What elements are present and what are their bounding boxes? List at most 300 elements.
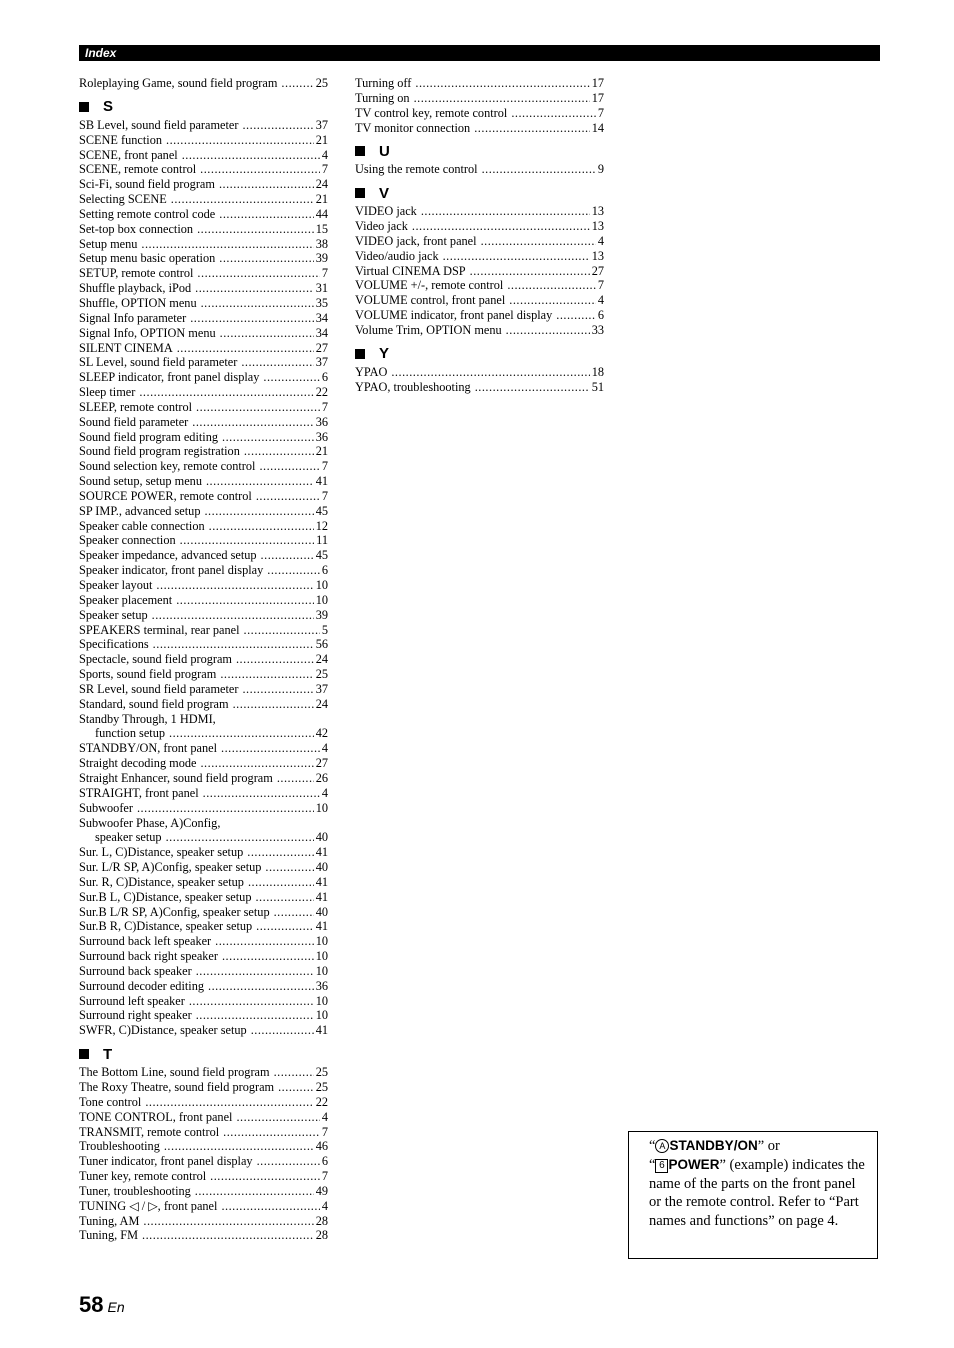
index-term: TV control key, remote control — [355, 105, 508, 120]
index-page-number: 5 — [321, 622, 328, 637]
dot-leader — [201, 296, 314, 311]
index-entry — [79, 801, 328, 816]
dot-leader — [215, 934, 314, 949]
index-page-number: 38 — [315, 236, 328, 251]
dot-leader — [222, 430, 314, 445]
index-term: Subwoofer — [79, 800, 133, 815]
section-letter: S — [103, 98, 114, 116]
index-page-number: 6 — [321, 563, 328, 578]
dot-leader — [221, 741, 320, 756]
index-term: TUNING ◁ / ▷, front panel — [79, 1198, 218, 1213]
index-page-number: 13 — [591, 219, 604, 234]
index-page-number: 7 — [321, 1124, 328, 1139]
index-entry — [79, 652, 328, 667]
index-term: The Bottom Line, sound field program — [79, 1065, 270, 1080]
index-page-number: 34 — [315, 310, 328, 325]
dot-leader — [171, 192, 314, 207]
index-term: Tuner key, remote control — [79, 1169, 207, 1184]
index-entry — [79, 222, 328, 237]
index-term: Setup menu basic operation — [79, 251, 216, 266]
index-entry — [79, 459, 328, 474]
section-bullet-square-icon — [79, 102, 89, 112]
index-page-number: 7 — [321, 459, 328, 474]
index-page-number: 41 — [315, 474, 328, 489]
index-term: Setting remote control code — [79, 206, 216, 221]
index-page-number: 45 — [315, 503, 328, 518]
index-page-number: 39 — [315, 251, 328, 266]
index-entry — [79, 415, 328, 430]
index-page-number: 37 — [315, 681, 328, 696]
dot-leader — [197, 222, 314, 237]
index-page-number: 37 — [315, 117, 328, 132]
index-term: VOLUME indicator, front panel display — [355, 308, 553, 323]
index-term: Troubleshooting — [79, 1139, 160, 1154]
index-entry — [79, 1110, 328, 1125]
note-open-quote-2: “ — [649, 1156, 656, 1173]
dot-leader — [277, 771, 314, 786]
note-bold-power: POWER — [668, 1156, 720, 1172]
dot-leader — [196, 400, 320, 415]
note-rest-text: ” (example) indicates the name of the parts on the front panel or the remote control. Refer to “Part names and functions” on page 4. — [649, 1156, 865, 1230]
dot-leader — [166, 830, 314, 845]
dot-leader — [152, 608, 314, 623]
index-term: speaker setup — [95, 830, 162, 845]
index-term: Sci-Fi, sound field program — [79, 177, 215, 192]
index-page-number: 12 — [315, 518, 328, 533]
index-entry — [79, 1169, 328, 1184]
index-term: Speaker connection — [79, 533, 176, 548]
dot-leader — [206, 474, 314, 489]
index-page-number: 41 — [315, 874, 328, 889]
index-entry — [79, 162, 328, 177]
index-page-number: 7 — [597, 278, 604, 293]
index-entry — [79, 741, 328, 756]
index-page-number: 49 — [315, 1183, 328, 1198]
index-page-number: 34 — [315, 325, 328, 340]
section-heading — [355, 343, 604, 365]
dot-leader — [261, 548, 314, 563]
index-entry — [79, 1154, 328, 1169]
index-page-number: 6 — [321, 370, 328, 385]
dot-leader — [247, 845, 313, 860]
index-entry — [79, 311, 328, 326]
index-entry — [79, 296, 328, 311]
index-entry — [355, 278, 604, 293]
index-term: SLEEP indicator, front panel display — [79, 370, 260, 385]
index-entry — [79, 682, 328, 697]
index-entry — [79, 548, 328, 563]
index-page-number: 4 — [321, 785, 328, 800]
index-term: Standard, sound field program — [79, 696, 229, 711]
index-entry — [79, 207, 328, 222]
index-entry — [355, 219, 604, 234]
dot-leader — [197, 266, 319, 281]
page-lang: En — [107, 1299, 125, 1315]
section-bullet-square-icon — [355, 146, 365, 156]
header-bar — [79, 45, 880, 61]
dot-leader — [255, 890, 313, 905]
dot-leader — [137, 801, 314, 816]
index-page-number: 10 — [315, 578, 328, 592]
index-term: Sound selection key, remote control — [79, 459, 256, 474]
section-letter: U — [379, 142, 390, 160]
index-entry — [79, 890, 328, 905]
dot-leader — [481, 234, 596, 249]
dot-leader — [141, 237, 313, 252]
index-entry — [79, 756, 328, 771]
index-entry — [79, 237, 328, 252]
index-term: Tuner, troubleshooting — [79, 1183, 191, 1198]
dot-leader — [507, 278, 596, 293]
index-term: Speaker placement — [79, 592, 173, 607]
dot-leader — [195, 281, 314, 296]
index-entry — [79, 726, 328, 741]
index-entry — [79, 830, 328, 845]
index-page-number: 31 — [315, 281, 328, 296]
index-page-number: 10 — [315, 993, 328, 1008]
dot-leader — [196, 964, 314, 979]
index-page-number: 36 — [315, 414, 328, 429]
dot-leader — [221, 1199, 319, 1214]
index-entry — [79, 608, 328, 623]
dot-leader — [265, 860, 313, 875]
dot-leader — [192, 415, 313, 430]
index-term: Speaker cable connection — [79, 518, 205, 533]
index-page-number: 10 — [315, 592, 328, 607]
index-entry — [79, 771, 328, 786]
index-page-number: 11 — [316, 533, 328, 548]
index-page-number: 4 — [321, 1198, 328, 1213]
dot-leader — [267, 563, 320, 578]
index-page-number: 10 — [315, 1008, 328, 1023]
index-page-number: 39 — [315, 607, 328, 622]
index-page-number: 25 — [315, 667, 328, 682]
index-entry — [355, 204, 604, 219]
index-term: Spectacle, sound field program — [79, 652, 232, 667]
dot-leader — [222, 949, 314, 964]
index-entry — [79, 177, 328, 192]
boxed-number-marker: 6 — [655, 1159, 668, 1173]
index-entry — [79, 1214, 328, 1229]
index-entry — [79, 1184, 328, 1199]
index-term: Set-top box connection — [79, 221, 194, 236]
index-page-number: 25 — [315, 76, 328, 90]
index-term: SP IMP., advanced setup — [79, 503, 201, 518]
index-page-number: 22 — [315, 1094, 328, 1109]
index-entry — [79, 474, 328, 489]
index-entry — [79, 593, 328, 608]
dot-leader — [474, 121, 589, 136]
index-term: VOLUME +/-, remote control — [355, 278, 504, 293]
index-entry — [79, 504, 328, 519]
index-entry — [355, 249, 604, 264]
index-page-number: 27 — [591, 263, 604, 278]
dot-leader — [233, 697, 314, 712]
section-heading — [79, 1043, 328, 1065]
index-entry — [79, 563, 328, 578]
index-page-number: 7 — [321, 488, 328, 503]
index-entry — [79, 934, 328, 949]
index-term: TONE CONTROL, front panel — [79, 1109, 233, 1124]
index-page-number: 21 — [315, 444, 328, 459]
index-term: Surround back right speaker — [79, 949, 218, 964]
index-page-number: 24 — [315, 696, 328, 711]
index-term: STANDBY/ON, front panel — [79, 741, 218, 756]
index-term: Selecting SCENE — [79, 192, 167, 207]
index-page-number: 41 — [315, 845, 328, 860]
dot-leader — [274, 1065, 314, 1080]
section-letter: Y — [379, 345, 390, 363]
index-entry — [79, 118, 328, 133]
index-entry — [79, 875, 328, 890]
index-entry — [79, 712, 328, 727]
dot-leader — [219, 177, 314, 192]
dot-leader — [143, 1214, 313, 1229]
dot-leader — [256, 489, 320, 504]
index-page-number: 17 — [591, 90, 604, 105]
index-page-number: 37 — [315, 355, 328, 370]
index-page-number: 45 — [315, 548, 328, 563]
index-entry — [355, 365, 604, 380]
dot-leader — [139, 385, 313, 400]
dot-leader — [242, 118, 313, 133]
index-term: Sound setup, setup menu — [79, 474, 202, 489]
index-page-number: 40 — [315, 830, 328, 845]
dot-leader — [219, 207, 313, 222]
index-term: TRANSMIT, remote control — [79, 1124, 220, 1139]
index-page-number: 7 — [321, 399, 328, 414]
index-page-number: 28 — [315, 1228, 328, 1243]
dot-leader — [204, 504, 313, 519]
index-page-number: 41 — [315, 919, 328, 934]
index-term: Shuffle playback, iPod — [79, 281, 192, 296]
index-term: STRAIGHT, front panel — [79, 785, 199, 800]
index-page-number: 21 — [315, 192, 328, 207]
dot-leader — [509, 293, 596, 308]
index-entry — [79, 192, 328, 207]
index-term: Sports, sound field program — [79, 667, 217, 682]
dot-leader — [556, 308, 596, 323]
index-entry — [79, 385, 328, 400]
index-entry — [79, 251, 328, 266]
index-term: Sur. R, C)Distance, speaker setup — [79, 874, 244, 889]
index-page-number: 44 — [315, 206, 328, 221]
dot-leader — [156, 578, 313, 593]
index-entry — [355, 264, 604, 279]
dot-leader — [220, 326, 314, 341]
index-page-number: 13 — [591, 248, 604, 263]
index-entry — [355, 308, 604, 323]
dot-leader — [263, 370, 319, 385]
index-page-number: 24 — [315, 177, 328, 192]
index-entry — [79, 578, 328, 593]
dot-leader — [210, 1169, 320, 1184]
index-term: Sur. L/R SP, A)Config, speaker setup — [79, 860, 262, 875]
index-page-number: 36 — [315, 429, 328, 444]
dot-leader — [274, 905, 314, 920]
index-page-number: 17 — [591, 76, 604, 90]
index-page-number: 27 — [315, 340, 328, 355]
index-entry — [355, 323, 604, 338]
section-letter: T — [103, 1045, 113, 1063]
dot-leader — [177, 341, 314, 356]
dot-leader — [242, 682, 313, 697]
index-entry — [79, 519, 328, 534]
index-term: Surround back speaker — [79, 963, 192, 978]
dot-leader — [241, 355, 313, 370]
index-page-number: 41 — [315, 889, 328, 904]
dot-leader — [169, 726, 314, 741]
index-term: SLEEP, remote control — [79, 399, 193, 414]
index-page-number: 4 — [321, 147, 328, 162]
dot-leader — [278, 1080, 314, 1095]
dot-leader — [482, 162, 596, 177]
dot-leader — [189, 994, 314, 1009]
index-term: VIDEO jack — [355, 204, 417, 219]
index-page-number: 35 — [315, 295, 328, 310]
index-term: Sound field program registration — [79, 444, 240, 459]
index-page-number: 4 — [597, 233, 604, 248]
dot-leader — [443, 249, 590, 264]
index-page-number: 42 — [315, 726, 328, 741]
index-page-number: 33 — [591, 322, 604, 337]
index-entry — [79, 860, 328, 875]
index-entry — [355, 91, 604, 106]
dot-leader — [281, 76, 313, 91]
section-bullet-square-icon — [355, 349, 365, 359]
index-page-number: 10 — [315, 963, 328, 978]
dot-leader — [414, 91, 590, 106]
index-entry — [79, 76, 328, 91]
index-entry — [79, 786, 328, 801]
header-title: Index — [85, 46, 117, 60]
index-page-number: 10 — [315, 800, 328, 815]
index-term: Speaker indicator, front panel display — [79, 563, 264, 578]
note-bold-standby: STANDBY/ON — [669, 1138, 758, 1153]
index-page-number: 56 — [315, 637, 328, 652]
index-term: Subwoofer Phase, A)Config, — [79, 815, 221, 830]
index-term: Sur.B L, C)Distance, speaker setup — [79, 889, 252, 904]
index-entry — [355, 162, 604, 177]
index-term: VOLUME control, front panel — [355, 293, 506, 308]
dot-leader — [190, 311, 313, 326]
index-page-number: 15 — [315, 221, 328, 236]
dot-leader — [176, 593, 313, 608]
dot-leader — [220, 667, 313, 682]
index-term: SB Level, sound field parameter — [79, 117, 239, 132]
index-page-number: 21 — [315, 132, 328, 147]
index-term: Standby Through, 1 HDMI, — [79, 711, 216, 726]
index-page-number: 40 — [315, 904, 328, 919]
index-entry — [79, 816, 328, 831]
index-entry — [79, 1065, 328, 1080]
index-column-left — [79, 76, 328, 1243]
index-entry — [355, 121, 604, 136]
dot-leader — [257, 1154, 320, 1169]
index-term: SCENE, front panel — [79, 147, 178, 162]
index-page-number: 10 — [315, 934, 328, 949]
index-term: VIDEO jack, front panel — [355, 233, 477, 248]
index-page-number: 4 — [597, 293, 604, 308]
index-term: SWFR, C)Distance, speaker setup — [79, 1023, 247, 1038]
circled-letter-marker: A — [655, 1139, 669, 1153]
index-column-right — [355, 76, 604, 395]
index-term: Surround decoder editing — [79, 978, 204, 993]
index-entry — [79, 266, 328, 281]
index-entry — [79, 370, 328, 385]
index-page-number: 26 — [315, 770, 328, 785]
index-term: Surround left speaker — [79, 993, 185, 1008]
index-term: Straight decoding mode — [79, 756, 197, 771]
index-term: Sleep timer — [79, 385, 136, 400]
dot-leader — [506, 323, 590, 338]
index-entry — [79, 400, 328, 415]
index-term: Video/audio jack — [355, 248, 439, 263]
dot-leader — [209, 519, 314, 534]
dot-leader — [153, 637, 314, 652]
index-term: Signal Info, OPTION menu — [79, 325, 216, 340]
index-page-number: 51 — [591, 379, 604, 394]
index-page-number: 27 — [315, 756, 328, 771]
index-page-number: 9 — [597, 162, 604, 177]
index-term: Setup menu — [79, 236, 138, 251]
page-number: 58 — [79, 1292, 104, 1317]
index-entry — [79, 845, 328, 860]
dot-leader — [200, 162, 320, 177]
index-term: Tone control — [79, 1094, 142, 1109]
index-term: Surround right speaker — [79, 1008, 192, 1023]
index-term: Straight Enhancer, sound field program — [79, 770, 273, 785]
index-entry — [79, 979, 328, 994]
section-heading — [79, 96, 328, 118]
index-page-number: 4 — [321, 741, 328, 756]
dot-leader — [511, 106, 596, 121]
dot-leader — [196, 1008, 314, 1023]
index-term: SL Level, sound field parameter — [79, 355, 238, 370]
dot-leader — [475, 380, 590, 395]
index-page-number: 18 — [591, 364, 604, 379]
index-term: Turning on — [355, 90, 410, 105]
index-page-number: 25 — [315, 1080, 328, 1094]
dot-leader — [200, 756, 313, 771]
index-term: SR Level, sound field parameter — [79, 681, 239, 696]
dot-leader — [412, 219, 590, 234]
index-page-number: 7 — [321, 1169, 328, 1184]
dot-leader — [182, 148, 320, 163]
index-entry — [79, 444, 328, 459]
note-mid-text: ” or — [757, 1138, 780, 1154]
dot-leader — [142, 1228, 314, 1243]
index-term: SETUP, remote control — [79, 266, 194, 281]
index-term: Speaker layout — [79, 578, 153, 592]
index-term: YPAO, troubleshooting — [355, 379, 471, 394]
index-page-number: 22 — [315, 385, 328, 400]
dot-leader — [223, 1125, 320, 1140]
index-page-number: 13 — [591, 204, 604, 219]
dot-leader — [166, 133, 314, 148]
index-term: Tuning, FM — [79, 1228, 139, 1243]
index-page-number: 40 — [315, 860, 328, 875]
index-page-number: 14 — [591, 120, 604, 135]
dot-leader — [236, 652, 314, 667]
index-entry — [79, 1080, 328, 1095]
index-term: SPEAKERS terminal, rear panel — [79, 622, 240, 637]
index-page-number: 7 — [321, 162, 328, 177]
index-entry — [79, 667, 328, 682]
dot-leader — [391, 365, 589, 380]
dot-leader — [421, 204, 590, 219]
dot-leader — [244, 444, 314, 459]
